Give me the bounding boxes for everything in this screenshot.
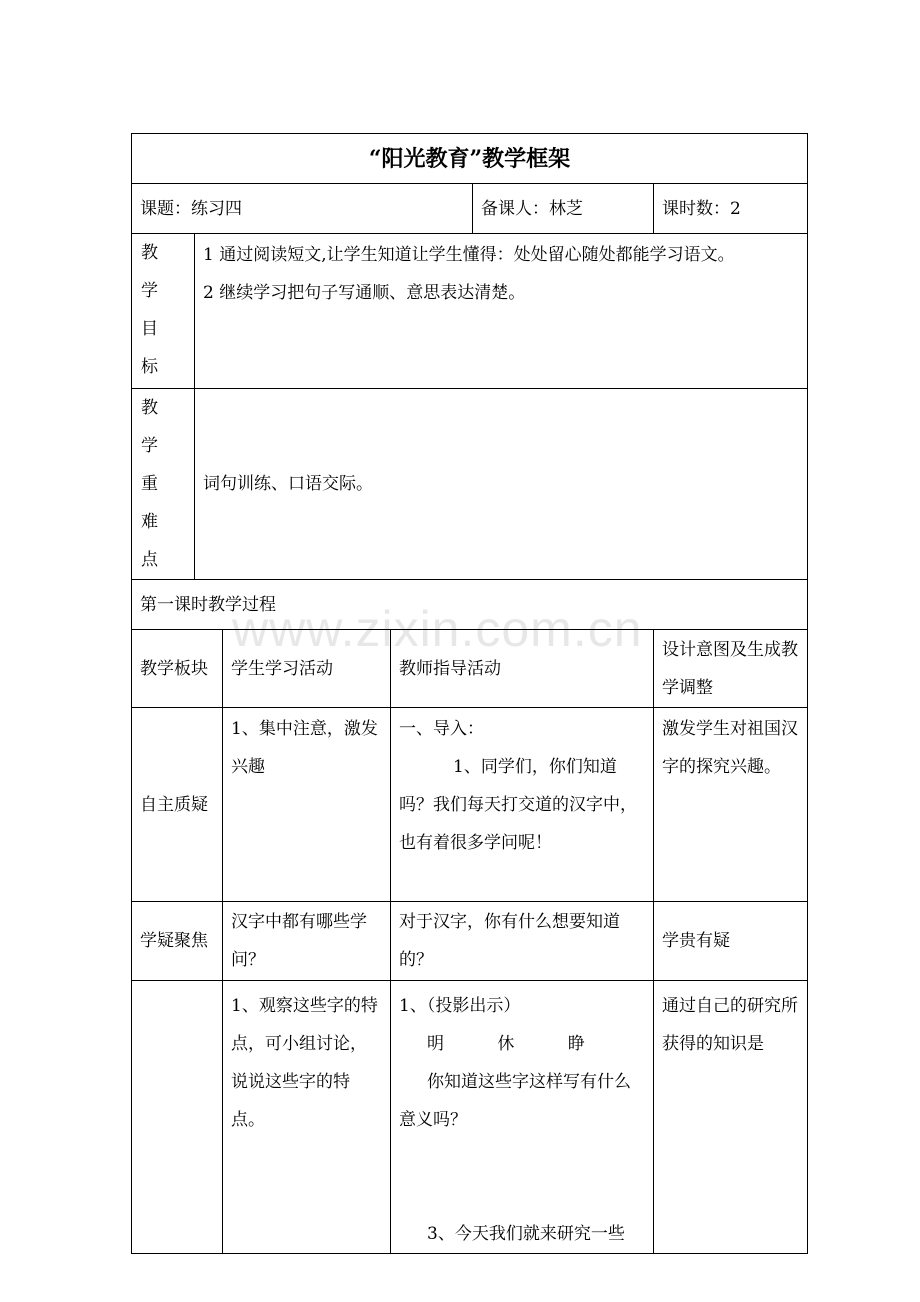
design-intent-cell: 通过自己的研究所获得的知识是 [654, 981, 808, 1254]
design-intent-cell: 激发学生对祖国汉字的探究兴趣。 [654, 708, 808, 902]
column-header-teacher: 教师指导活动 [391, 630, 654, 708]
example-characters [399, 1025, 645, 1063]
student-activity-cell: 1、观察这些字的特点，可小组讨论，说说这些字的特点。 [223, 981, 391, 1254]
topic-cell: 课题：练习四 [132, 184, 473, 234]
example-character: 睁 [567, 1034, 585, 1054]
key-points-label: 教 学 重 难 点 [132, 389, 195, 580]
design-intent-cell: 学贵有疑 [654, 902, 808, 981]
watermark: www.zixin.com.cn [232, 601, 643, 657]
teacher-tail: 3、今天我们就来研究一些 [427, 1224, 625, 1244]
objective-item: 1 通过阅读短文,让学生知道让学生懂得：处处留心随处都能学习语文。 [203, 245, 735, 265]
example-character: 休 [497, 1034, 515, 1054]
document-title: “阳光教育”教学框架 [132, 134, 808, 184]
teacher-body: 1、同学们，你们知道吗？我们每天打交道的汉字中，也有着很多学问呢！ [399, 757, 637, 853]
module-cell: 学疑聚焦 [132, 902, 223, 981]
hours-cell: 课时数：2 [654, 184, 808, 234]
column-header-module: 教学板块 [132, 630, 223, 708]
key-points-content: 词句训练、口语交际。 [195, 389, 808, 580]
teacher-heading: 1、（投影出示） [399, 996, 521, 1016]
lesson-plan-table [131, 133, 808, 1254]
module-cell [132, 981, 223, 1254]
student-activity-cell: 1、集中注意，激发兴趣 [223, 708, 391, 902]
example-character: 明 [427, 1034, 444, 1054]
objectives-label: 教 学 目 标 [132, 234, 195, 389]
column-header-design: 设计意图及生成教学调整 [654, 630, 808, 708]
teacher-question: 你知道这些字这样写有什么意义吗？ [399, 1072, 631, 1130]
teacher-heading: 一、导入： [399, 719, 484, 739]
objective-item: 2 继续学习把句子写通顺、意思表达清楚。 [203, 283, 526, 303]
teacher-activity-cell [391, 981, 654, 1254]
module-cell: 自主质疑 [132, 708, 223, 902]
student-activity-cell: 汉字中都有哪些学问？ [223, 902, 391, 981]
objectives-content [195, 234, 808, 389]
teacher-activity-cell: 对于汉字，你有什么想要知道的？ [391, 902, 654, 981]
lesson-title: 第一课时教学过程 [132, 580, 808, 630]
column-header-student: 学生学习活动 [223, 630, 391, 708]
preparer-cell: 备课人：林芝 [473, 184, 654, 234]
teacher-activity-cell [391, 708, 654, 902]
